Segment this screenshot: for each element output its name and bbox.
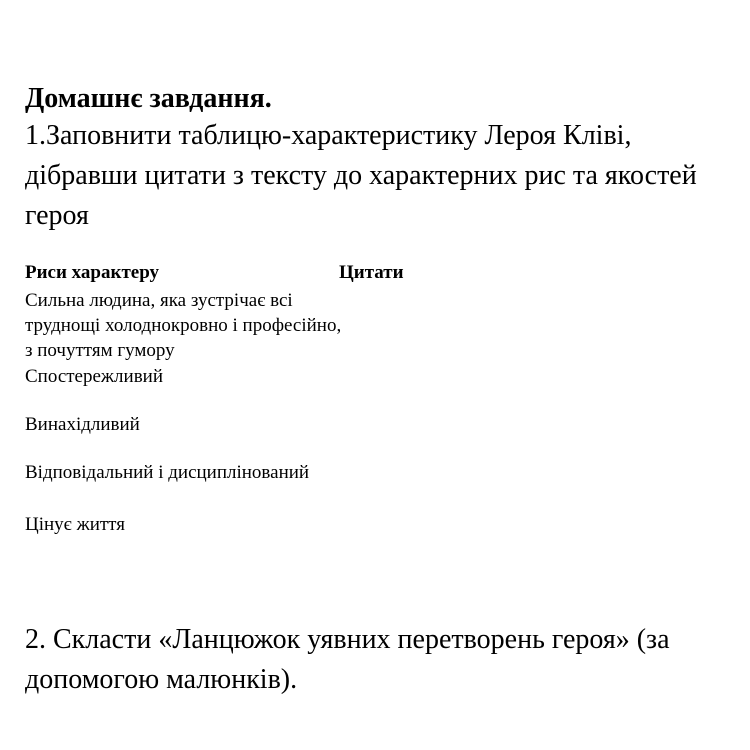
trait-row: Спостережливий — [25, 366, 164, 387]
task-1-text: 1.Заповнити таблицю-характеристику Лероя Кліві, дібравши цитати з тексту до характерних рис та якостей героя — [25, 120, 697, 231]
homework-title: Домашнє завдання. — [25, 83, 272, 114]
column-header-quotes: Цитати — [339, 262, 404, 283]
task-2-text: 2. Скласти «Ланцюжок уявних перетворень героя» (за допомогою малюнків). — [25, 624, 670, 695]
trait-row: Відповідальний і дисциплінований — [25, 462, 310, 483]
trait-row: Сильна людина, яка зустрічає всі труднощі холоднокровно і професійно, з почуттям гумору — [25, 290, 342, 361]
trait-row: Цінує життя — [25, 514, 125, 535]
column-header-traits: Риси характеру — [25, 262, 160, 283]
trait-row: Винахідливий — [25, 414, 140, 435]
